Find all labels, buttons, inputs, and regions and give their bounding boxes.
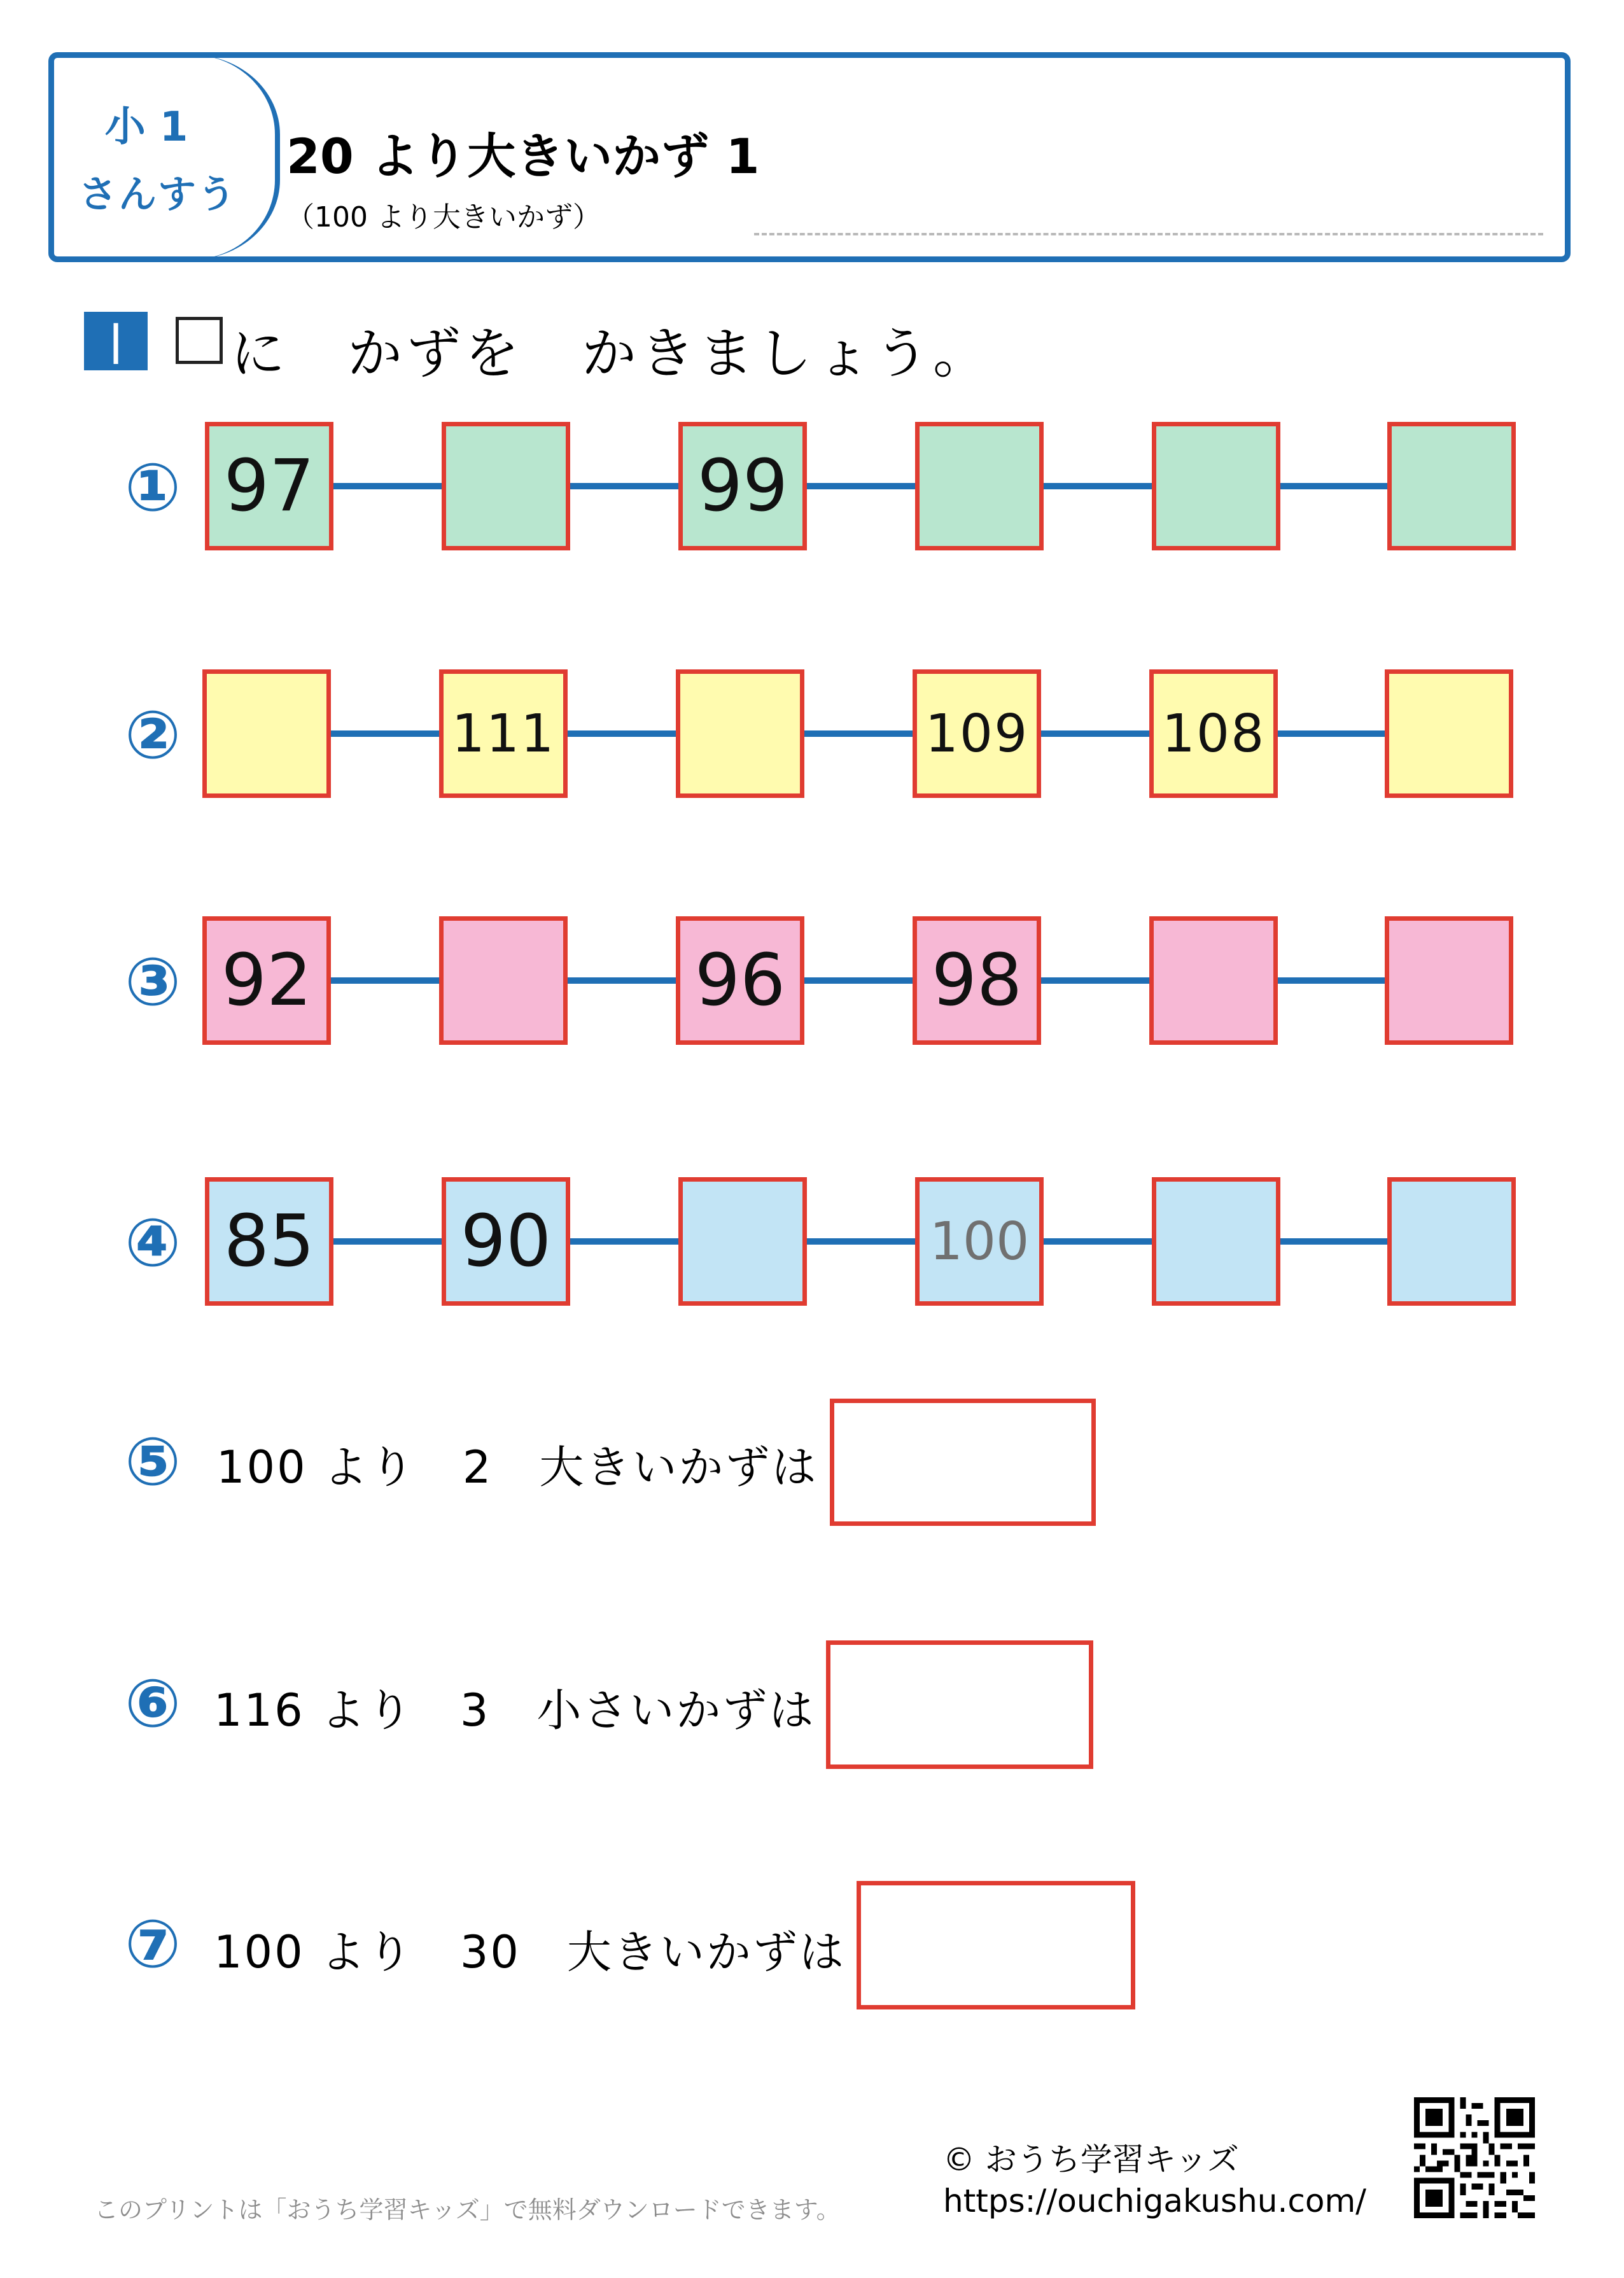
section-number: | [84,312,148,370]
qr-code-icon [1414,2097,1535,2218]
number-box[interactable] [1385,916,1513,1045]
number-box[interactable]: 92 [202,916,331,1045]
problem-marker: ⑥ [124,1665,181,1742]
number-box[interactable]: 111 [439,669,568,798]
number-box[interactable] [1385,669,1513,798]
worksheet-subtitle: （100 より大きいかず） [286,201,601,234]
number-line-row-2 [0,669,1624,798]
problem-marker: ⑤ [124,1423,181,1500]
problem-marker: ⑦ [124,1905,181,1983]
number-box[interactable] [676,669,804,798]
answer-box[interactable] [857,1881,1135,2009]
worksheet-title: 20 より大きいかず 1 [286,128,760,185]
problem-marker: ③ [124,943,181,1021]
instruction-text: に かずを かきましょう。 [230,322,991,386]
grade-label: 小 1 [104,104,188,151]
number-box[interactable]: 108 [1149,669,1278,798]
number-box[interactable]: 98 [913,916,1041,1045]
answer-box[interactable] [830,1399,1096,1526]
problem-marker: ② [124,696,181,774]
number-box[interactable] [202,669,331,798]
number-box[interactable]: 97 [205,422,333,550]
square-outline-icon [176,317,223,364]
number-box[interactable]: 109 [913,669,1041,798]
number-box[interactable] [442,422,570,550]
problem-marker: ① [124,449,181,526]
number-box[interactable]: 96 [676,916,804,1045]
copyright: © おうち学習キッズ [943,2141,1239,2178]
number-box[interactable] [1152,1177,1280,1306]
question-text: 116 より 3 小さいかずは [214,1684,816,1736]
number-box[interactable] [1387,422,1516,550]
problem-marker: ④ [124,1204,181,1282]
site-url[interactable]: https://ouchigakushu.com/ [943,2183,1367,2219]
number-box[interactable] [678,1177,807,1306]
question-text: 100 より 30 大きいかずは [214,1926,846,1978]
number-box[interactable]: 90 [442,1177,570,1306]
number-line-row-1 [0,422,1624,550]
number-box[interactable]: 100 [915,1177,1044,1306]
number-line-row-4 [0,1177,1624,1306]
question-text: 100 より 2 大きいかずは [216,1441,818,1493]
subject-label: さんすう [79,172,237,217]
number-line-row-3 [0,916,1624,1045]
number-box[interactable]: 99 [678,422,807,550]
number-box[interactable] [1387,1177,1516,1306]
number-box[interactable] [915,422,1044,550]
number-box[interactable] [439,916,568,1045]
number-box[interactable] [1152,422,1280,550]
footer-note: このプリントは「おうち学習キッズ」で無料ダウンロードできます。 [94,2196,841,2224]
number-box[interactable]: 85 [205,1177,333,1306]
number-box[interactable] [1149,916,1278,1045]
name-line [754,233,1543,235]
answer-box[interactable] [826,1640,1093,1769]
